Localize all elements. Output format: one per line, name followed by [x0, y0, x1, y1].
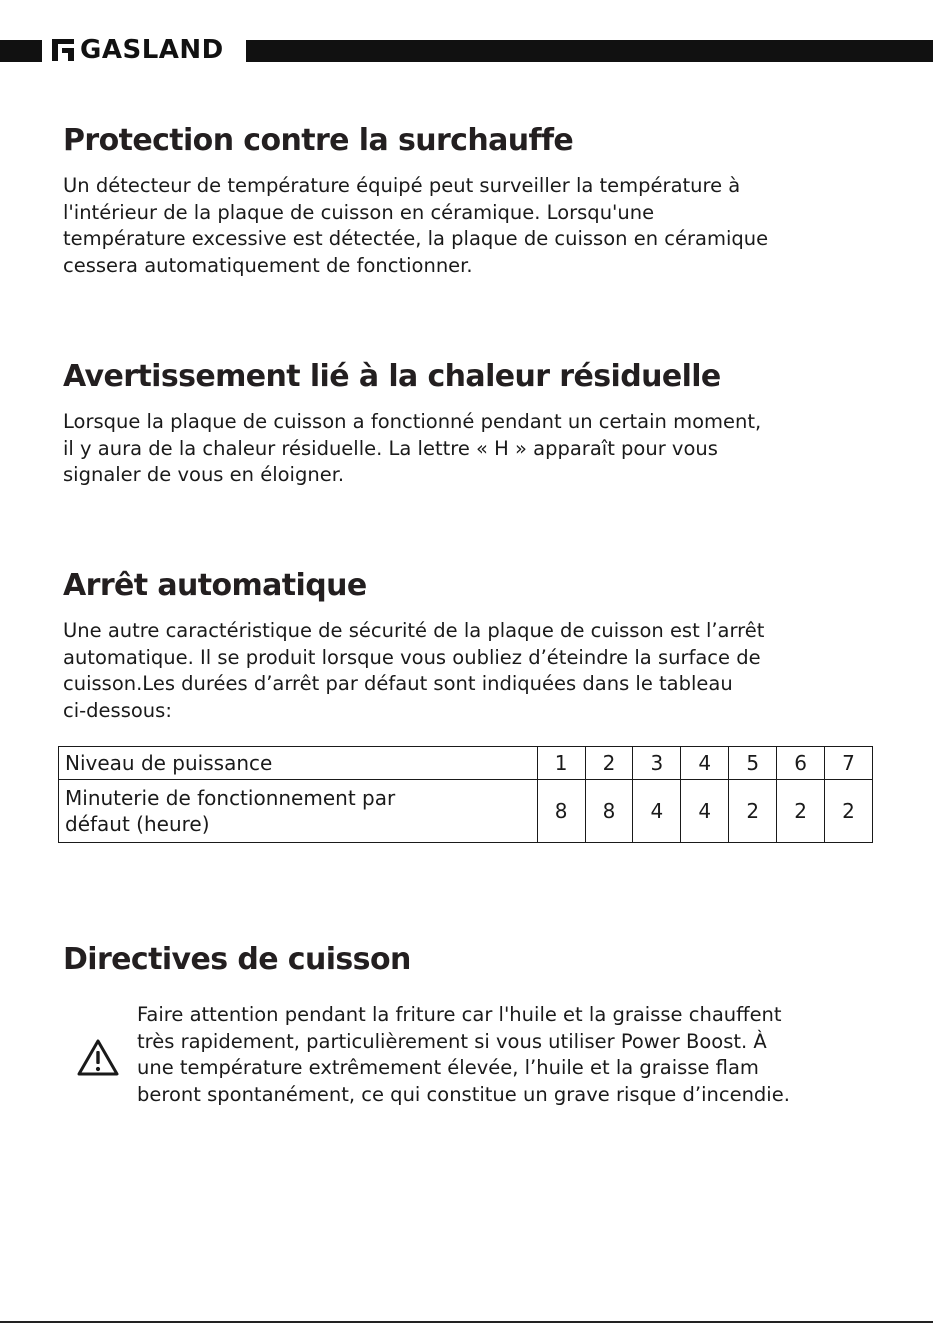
text-line: Lorsque la plaque de cuisson a fonctionné pendant un certain moment, — [63, 410, 762, 433]
table-cell: 4 — [633, 780, 681, 843]
table-cell-label: Niveau de puissance — [59, 747, 538, 780]
section-title-residual-heat: Avertissement lié à la chaleur résiduelle — [63, 359, 721, 394]
text-line: cuisson.Les durées d’arrêt par défaut sont indiquées dans le tableau — [63, 672, 733, 696]
section-title-cooking-guidelines: Directives de cuisson — [63, 942, 411, 977]
text-line: il y aura de la chaleur résiduelle. La lettre « H » apparaît pour vous — [63, 436, 718, 460]
gasland-logo-mark-icon — [52, 39, 74, 61]
text-line: Une autre caractéristique de sécurité de la plaque de cuisson est l’arrêt — [63, 619, 765, 642]
section-body-residual-heat — [63, 409, 883, 489]
section-body-overheat — [63, 173, 883, 280]
table-cell: 8 — [537, 780, 585, 843]
table-row — [59, 780, 873, 843]
text-line: l'intérieur de la plaque de cuisson en céramique. Lorsqu'une — [63, 200, 655, 224]
table-cell: 8 — [585, 780, 633, 843]
section-title-overheat: Protection contre la surchauffe — [63, 123, 574, 158]
text-line: une température extrêmement élevée, l’huile et la graisse flam — [137, 1056, 759, 1080]
text-line: Faire attention pendant la friture car l'huile et la graisse chauffent — [137, 1003, 782, 1026]
text-line: température excessive est détectée, la plaque de cuisson en céramique — [63, 227, 769, 251]
table-cell: 2 — [825, 780, 873, 843]
section-title-auto-shutoff: Arrêt automatique — [63, 568, 367, 603]
brand-logo — [52, 34, 224, 66]
header-bar-left — [0, 40, 42, 62]
warning-triangle-icon — [76, 1038, 120, 1078]
text-line: très rapidement, particulièrement si vous utiliser Power Boost. À — [137, 1029, 767, 1053]
table-cell: 7 — [825, 747, 873, 780]
table-cell: 4 — [681, 780, 729, 843]
table-label-line: défaut (heure) — [65, 812, 210, 836]
text-line: cessera automatiquement de fonctionner. — [63, 254, 473, 278]
text-line: automatique. Il se produit lorsque vous oubliez d’éteindre la surface de — [63, 645, 761, 669]
table-cell: 1 — [537, 747, 585, 780]
table-cell: 2 — [585, 747, 633, 780]
section-body-cooking-guidelines — [137, 1002, 897, 1109]
footer-rule — [0, 1321, 933, 1323]
table-cell: 5 — [729, 747, 777, 780]
auto-shutoff-table — [58, 746, 873, 843]
text-line: Un détecteur de température équipé peut surveiller la température à — [63, 174, 741, 197]
table-cell: 6 — [777, 747, 825, 780]
table-cell-label — [59, 780, 538, 843]
table-cell: 2 — [777, 780, 825, 843]
text-line: signaler de vous en éloigner. — [63, 463, 345, 487]
text-line: beront spontanément, ce qui constitue un grave risque d’incendie. — [137, 1083, 790, 1107]
table-cell: 3 — [633, 747, 681, 780]
text-line: ci-dessous: — [63, 699, 172, 723]
header-bar-right — [246, 40, 933, 62]
brand-name: GASLAND — [80, 35, 224, 65]
section-body-auto-shutoff — [63, 618, 883, 725]
table-label-line: Minuterie de fonctionnement par — [65, 786, 396, 810]
table-cell: 2 — [729, 780, 777, 843]
table-row — [59, 747, 873, 780]
table-cell: 4 — [681, 747, 729, 780]
